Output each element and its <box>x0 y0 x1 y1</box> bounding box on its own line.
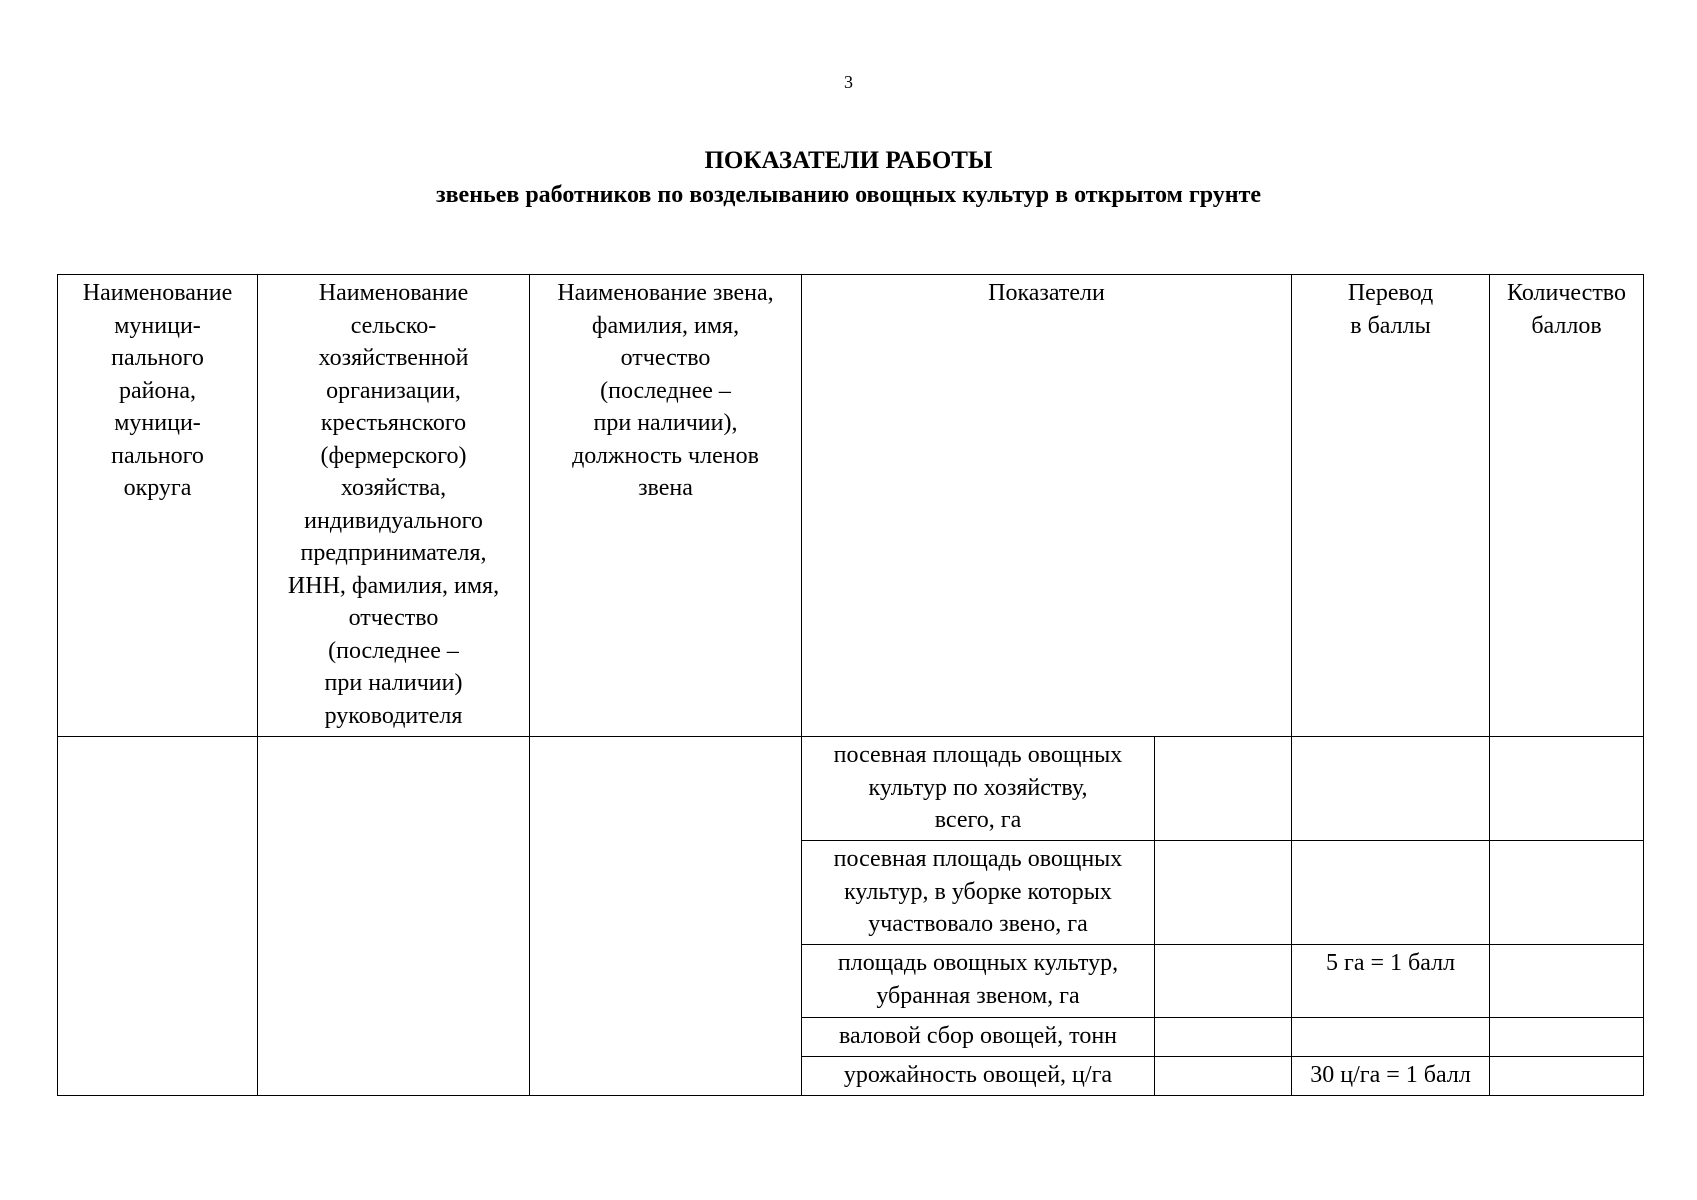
header-indicators <box>802 275 1292 737</box>
header-team <box>530 275 802 737</box>
header-points <box>1490 275 1644 737</box>
conversion-cell <box>1292 737 1490 841</box>
indicator-value-cell[interactable] <box>1155 841 1292 945</box>
indicator-cell <box>802 945 1155 1018</box>
header-team-label: Наименование звена, фамилия, имя, отчество (последнее – при наличии), должность членов звена <box>557 280 774 501</box>
header-points-label: Количество баллов <box>1507 280 1626 339</box>
points-cell[interactable] <box>1490 737 1644 841</box>
document-title: ПОКАЗАТЕЛИ РАБОТЫ <box>704 147 993 174</box>
indicators-table <box>57 274 1644 1096</box>
indicator-label: валовой сбор овощей, тонн <box>838 1023 1118 1049</box>
conversion-cell <box>1292 945 1490 1018</box>
header-organization-label: Наименование сельско- хозяйственной организации, крестьянского (фермерского) хозяйства, индивидуального предпринимателя, ИНН, фамилия, имя, отчество (последнее – при наличии) руководителя <box>287 280 500 729</box>
indicator-value-cell[interactable] <box>1155 737 1292 841</box>
header-conversion <box>1292 275 1490 737</box>
points-cell[interactable] <box>1490 841 1644 945</box>
district-cell[interactable] <box>58 737 258 1096</box>
indicator-value-cell[interactable] <box>1155 945 1292 1018</box>
indicator-label: посевная площадь овощных культур по хозяйству, всего, га <box>833 742 1123 833</box>
conversion-cell <box>1292 1057 1490 1096</box>
points-cell[interactable] <box>1490 1018 1644 1057</box>
header-organization <box>258 275 530 737</box>
indicator-label: урожайность овощей, ц/га <box>843 1062 1113 1088</box>
indicator-cell <box>802 1018 1155 1057</box>
page-number: 3 <box>844 72 853 92</box>
indicator-label: посевная площадь овощных культур, в уборке которых участвовало звено, га <box>833 846 1123 937</box>
indicator-cell <box>802 841 1155 945</box>
conversion-label: 5 га = 1 балл <box>1325 950 1456 976</box>
conversion-cell <box>1292 1018 1490 1057</box>
team-cell[interactable] <box>530 737 802 1096</box>
header-indicators-label: Показатели <box>988 280 1105 306</box>
points-cell[interactable] <box>1490 1057 1644 1096</box>
header-conversion-label: Перевод в баллы <box>1347 280 1434 339</box>
header-district <box>58 275 258 737</box>
indicator-cell <box>802 1057 1155 1096</box>
indicator-value-cell[interactable] <box>1155 1018 1292 1057</box>
table-header-row <box>58 275 1644 737</box>
points-cell[interactable] <box>1490 945 1644 1018</box>
indicator-label: площадь овощных культур, убранная звеном, га <box>837 950 1119 1009</box>
table-row <box>58 737 1644 841</box>
indicator-cell <box>802 737 1155 841</box>
header-district-label: Наименование муници- пального района, муници- пального округа <box>82 280 233 501</box>
conversion-label: 30 ц/га = 1 балл <box>1310 1062 1471 1088</box>
conversion-cell <box>1292 841 1490 945</box>
indicator-value-cell[interactable] <box>1155 1057 1292 1096</box>
organization-cell[interactable] <box>258 737 530 1096</box>
document-subtitle: звеньев работников по возделыванию овощных культур в открытом грунте <box>435 182 1262 208</box>
